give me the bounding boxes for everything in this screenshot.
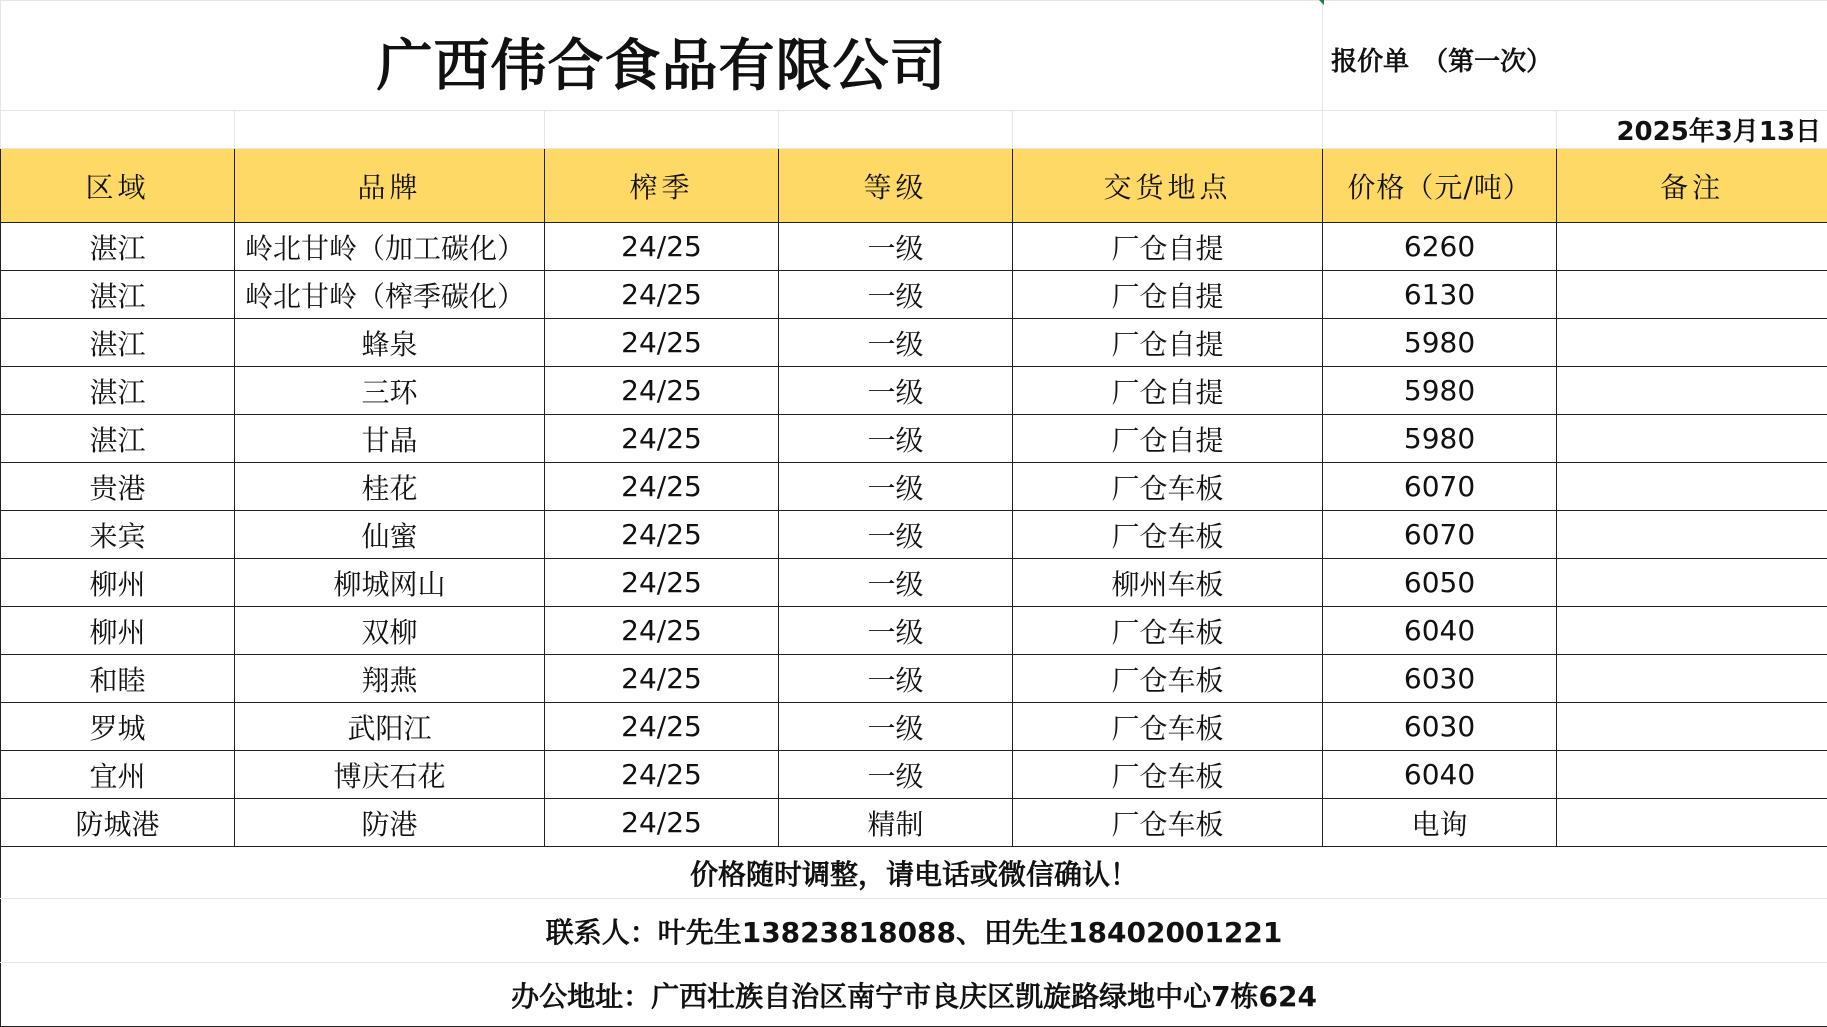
table-cell[interactable]: 一级 xyxy=(779,319,1013,367)
cell-marker-icon xyxy=(1319,0,1324,5)
table-cell[interactable]: 厂仓自提 xyxy=(1013,415,1323,463)
table-cell[interactable]: 翔燕 xyxy=(235,655,545,703)
table-cell[interactable]: 6260 xyxy=(1323,223,1557,271)
table-cell[interactable] xyxy=(1557,271,1827,319)
column-header: 区域 xyxy=(1,149,235,223)
table-cell[interactable]: 24/25 xyxy=(545,271,779,319)
table-cell[interactable]: 湛江 xyxy=(1,367,235,415)
table-cell[interactable]: 罗城 xyxy=(1,703,235,751)
table-cell[interactable]: 一级 xyxy=(779,751,1013,799)
table-cell[interactable] xyxy=(1557,223,1827,271)
table-cell[interactable]: 一级 xyxy=(779,559,1013,607)
table-cell[interactable]: 24/25 xyxy=(545,367,779,415)
table-row xyxy=(1,223,1827,271)
column-header: 榨季 xyxy=(545,149,779,223)
empty-cell xyxy=(1,111,235,149)
empty-cell xyxy=(1013,111,1323,149)
table-cell[interactable]: 厂仓车板 xyxy=(1013,703,1323,751)
table-cell[interactable]: 5980 xyxy=(1323,415,1557,463)
table-cell[interactable] xyxy=(1557,367,1827,415)
header-row xyxy=(1,149,1827,223)
table-cell[interactable]: 柳州车板 xyxy=(1013,559,1323,607)
table-cell[interactable]: 一级 xyxy=(779,703,1013,751)
table-cell[interactable]: 厂仓车板 xyxy=(1013,511,1323,559)
column-header: 等级 xyxy=(779,149,1013,223)
table-row xyxy=(1,799,1827,847)
table-cell[interactable]: 甘晶 xyxy=(235,415,545,463)
table-cell[interactable]: 精制 xyxy=(779,799,1013,847)
empty-cell xyxy=(545,111,779,149)
table-row xyxy=(1,703,1827,751)
table-cell[interactable] xyxy=(1557,655,1827,703)
company-title: 广西伟合食品有限公司 xyxy=(1,1,1323,111)
table-cell[interactable]: 三环 xyxy=(235,367,545,415)
empty-cell xyxy=(1323,111,1557,149)
table-cell[interactable]: 厂仓车板 xyxy=(1013,799,1323,847)
table-cell[interactable]: 6070 xyxy=(1323,511,1557,559)
table-cell[interactable] xyxy=(1557,511,1827,559)
table-cell[interactable]: 岭北甘岭（加工碳化） xyxy=(235,223,545,271)
table-cell[interactable]: 5980 xyxy=(1323,319,1557,367)
table-cell[interactable]: 6040 xyxy=(1323,607,1557,655)
table-cell[interactable]: 电询 xyxy=(1323,799,1557,847)
table-cell[interactable] xyxy=(1557,415,1827,463)
table-cell[interactable]: 24/25 xyxy=(545,799,779,847)
table-cell[interactable]: 柳州 xyxy=(1,559,235,607)
table-cell[interactable]: 来宾 xyxy=(1,511,235,559)
table-cell[interactable]: 厂仓自提 xyxy=(1013,223,1323,271)
table-cell[interactable]: 一级 xyxy=(779,367,1013,415)
table-cell[interactable]: 厂仓车板 xyxy=(1013,607,1323,655)
table-cell[interactable]: 厂仓自提 xyxy=(1013,271,1323,319)
table-cell[interactable]: 湛江 xyxy=(1,415,235,463)
table-row xyxy=(1,751,1827,799)
table-cell[interactable]: 24/25 xyxy=(545,559,779,607)
table-cell[interactable]: 一级 xyxy=(779,223,1013,271)
table-cell[interactable]: 6030 xyxy=(1323,655,1557,703)
quote-date: 2025年3月13日 xyxy=(1557,111,1827,149)
table-row xyxy=(1,559,1827,607)
table-cell[interactable]: 和睦 xyxy=(1,655,235,703)
table-cell[interactable] xyxy=(1557,799,1827,847)
table-cell[interactable]: 一级 xyxy=(779,607,1013,655)
table-cell[interactable]: 一级 xyxy=(779,511,1013,559)
table-cell[interactable] xyxy=(1557,607,1827,655)
quote-label: 报价单 （第一次） xyxy=(1323,1,1827,111)
table-row xyxy=(1,607,1827,655)
table-cell[interactable]: 24/25 xyxy=(545,751,779,799)
table-cell[interactable] xyxy=(1557,463,1827,511)
table-cell[interactable]: 厂仓自提 xyxy=(1013,319,1323,367)
table-cell[interactable]: 6040 xyxy=(1323,751,1557,799)
table-cell[interactable]: 24/25 xyxy=(545,607,779,655)
empty-cell xyxy=(235,111,545,149)
table-cell[interactable]: 6030 xyxy=(1323,703,1557,751)
table-cell[interactable]: 24/25 xyxy=(545,223,779,271)
table-cell[interactable] xyxy=(1557,559,1827,607)
table-row xyxy=(1,655,1827,703)
table-cell[interactable]: 24/25 xyxy=(545,319,779,367)
table-cell[interactable]: 厂仓车板 xyxy=(1013,655,1323,703)
table-row xyxy=(1,367,1827,415)
table-cell[interactable]: 博庆石花 xyxy=(235,751,545,799)
table-cell[interactable]: 柳州 xyxy=(1,607,235,655)
table-row xyxy=(1,415,1827,463)
empty-cell xyxy=(779,111,1013,149)
table-cell[interactable]: 6070 xyxy=(1323,463,1557,511)
table-cell[interactable]: 一级 xyxy=(779,463,1013,511)
table-cell[interactable]: 一级 xyxy=(779,271,1013,319)
table-cell[interactable]: 一级 xyxy=(779,415,1013,463)
table-cell[interactable] xyxy=(1557,319,1827,367)
table-cell[interactable]: 贵港 xyxy=(1,463,235,511)
table-cell[interactable] xyxy=(1557,751,1827,799)
table-cell[interactable]: 岭北甘岭（榨季碳化） xyxy=(235,271,545,319)
table-cell[interactable]: 柳城网山 xyxy=(235,559,545,607)
column-header: 价格（元/吨） xyxy=(1323,149,1557,223)
table-cell[interactable]: 6050 xyxy=(1323,559,1557,607)
table-cell[interactable]: 5980 xyxy=(1323,367,1557,415)
column-header: 品牌 xyxy=(235,149,545,223)
table-cell[interactable]: 24/25 xyxy=(545,463,779,511)
table-row xyxy=(1,511,1827,559)
table-cell[interactable]: 24/25 xyxy=(545,415,779,463)
table-cell[interactable]: 双柳 xyxy=(235,607,545,655)
column-header: 交货地点 xyxy=(1013,149,1323,223)
contact-info: 联系人：叶先生13823818088、田先生18402001221 xyxy=(1,899,1827,963)
table-cell[interactable] xyxy=(1557,703,1827,751)
table-cell[interactable]: 湛江 xyxy=(1,223,235,271)
table-cell[interactable]: 6130 xyxy=(1323,271,1557,319)
table-cell[interactable]: 湛江 xyxy=(1,271,235,319)
table-row xyxy=(1,463,1827,511)
table-cell[interactable]: 湛江 xyxy=(1,319,235,367)
table-cell[interactable]: 24/25 xyxy=(545,655,779,703)
table-cell[interactable]: 宜州 xyxy=(1,751,235,799)
table-row xyxy=(1,271,1827,319)
table-cell[interactable]: 24/25 xyxy=(545,703,779,751)
table-cell[interactable]: 厂仓车板 xyxy=(1013,751,1323,799)
column-header: 备注 xyxy=(1557,149,1827,223)
price-notice: 价格随时调整，请电话或微信确认！ xyxy=(1,847,1827,899)
table-cell[interactable]: 蜂泉 xyxy=(235,319,545,367)
table-cell[interactable]: 武阳江 xyxy=(235,703,545,751)
table-cell[interactable]: 24/25 xyxy=(545,511,779,559)
table-cell[interactable]: 防港 xyxy=(235,799,545,847)
table-row xyxy=(1,319,1827,367)
table-cell[interactable]: 一级 xyxy=(779,655,1013,703)
office-address: 办公地址：广西壮族自治区南宁市良庆区凯旋路绿地中心7栋624 xyxy=(1,963,1827,1027)
table-cell[interactable]: 厂仓自提 xyxy=(1013,367,1323,415)
table-cell[interactable]: 厂仓车板 xyxy=(1013,463,1323,511)
table-cell[interactable]: 仙蜜 xyxy=(235,511,545,559)
table-cell[interactable]: 防城港 xyxy=(1,799,235,847)
table-cell[interactable]: 桂花 xyxy=(235,463,545,511)
